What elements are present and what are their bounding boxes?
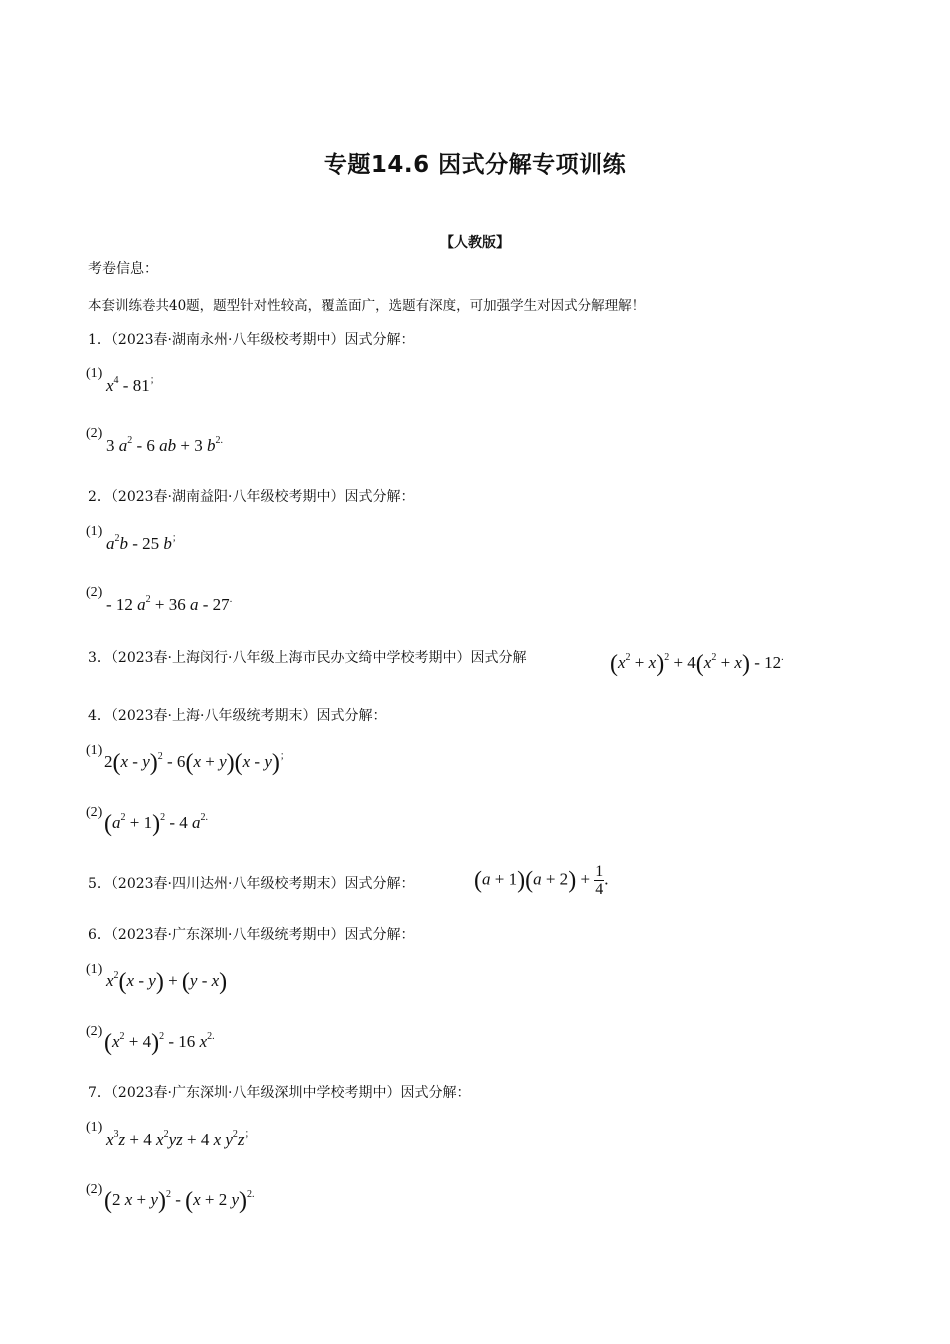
info-label: 考卷信息：: [88, 261, 158, 277]
problem-source: （2023春·湖南永州·八年级校考期中）因式分解：: [110, 332, 415, 348]
problem-3-heading: [88, 647, 526, 667]
edition-label: 【人教版】: [440, 235, 510, 251]
problem-source: （2023春·上海·八年级统考期末）因式分解：: [110, 708, 387, 724]
document-title: 专题14.6 因式分解专项训练: [323, 152, 627, 178]
problem-number: 2．: [88, 489, 111, 505]
problem-source: （2023春·广东深圳·八年级统考期中）因式分解：: [110, 927, 415, 943]
part-label: (1): [86, 962, 103, 977]
math-expression: - 12 $a^2 + 36$ a - 27.: [106, 594, 233, 614]
math-expression: 3 $a^2 - 6$ ab + 3 $b^{2.}$: [106, 435, 224, 455]
problem-number: 4．: [88, 708, 111, 724]
math-expression: (2 x + y)$^2$ - (x + 2 y)$^{2.}$: [104, 1188, 255, 1214]
math-expression: $x^3z + 4$ $x^2yz + 4$ x $y^2z^;$: [106, 1129, 255, 1149]
part-label: (1): [86, 366, 103, 381]
math-expression: 2(x - y)$^2$ - 6(x + y)(x - y)；: [104, 750, 290, 776]
math-expression: $(x^2 + x)^2 + 4(x^2 + x) - 12^.$: [610, 651, 784, 677]
problem-source: （2023春·四川达州·八年级校考期末）因式分解：: [110, 876, 415, 892]
part-label: (2): [86, 1024, 103, 1039]
part-label: (2): [86, 1182, 103, 1197]
part-label: (2): [86, 805, 103, 820]
math-expression: $(x^2 + 4)^2 - 16$ $x^{2.}$: [104, 1030, 215, 1056]
math-expression: $(a^2 + 1)^2 - 4$ $a^{2.}$: [104, 811, 209, 837]
part-label: (2): [86, 426, 103, 441]
problem-source: （2023春·广东深圳·八年级深圳中学校考期中）因式分解：: [110, 1085, 471, 1101]
problem-source: （2023春·上海闵行·八年级上海市民办文绮中学校考期中）因式分解: [110, 650, 527, 666]
problem-6-heading: [88, 924, 414, 944]
problem-number: 1．: [88, 332, 111, 348]
part-label: (2): [86, 585, 103, 600]
math-expression: $x^4 - 81^;$: [106, 375, 160, 395]
problem-number: 7．: [88, 1085, 111, 1101]
math-expression: $a^2b - 25$ b；: [106, 533, 182, 553]
math-expression: $x^2(x - y) + (y - x)$: [106, 969, 228, 995]
problem-number: 6．: [88, 927, 111, 943]
problem-7-heading: [88, 1082, 470, 1102]
problem-number: 5．: [88, 876, 111, 892]
problem-2-heading: [88, 486, 414, 506]
math-expression: (a + 1)(a + 2) + $\frac{1}{4}$ .: [474, 863, 609, 898]
problem-number: 3．: [88, 650, 111, 666]
problem-1-heading: [88, 329, 414, 349]
part-label: (1): [86, 524, 103, 539]
part-label: (1): [86, 1120, 103, 1135]
problem-5-heading: [88, 873, 414, 893]
problem-4-heading: [88, 705, 386, 725]
problem-source: （2023春·湖南益阳·八年级校考期中）因式分解：: [110, 489, 415, 505]
part-label: (1): [86, 743, 103, 758]
intro-text: 本套训练卷共40题，题型针对性较高，覆盖面广，选题有深度，可加强学生对因式分解理解！: [88, 298, 646, 314]
